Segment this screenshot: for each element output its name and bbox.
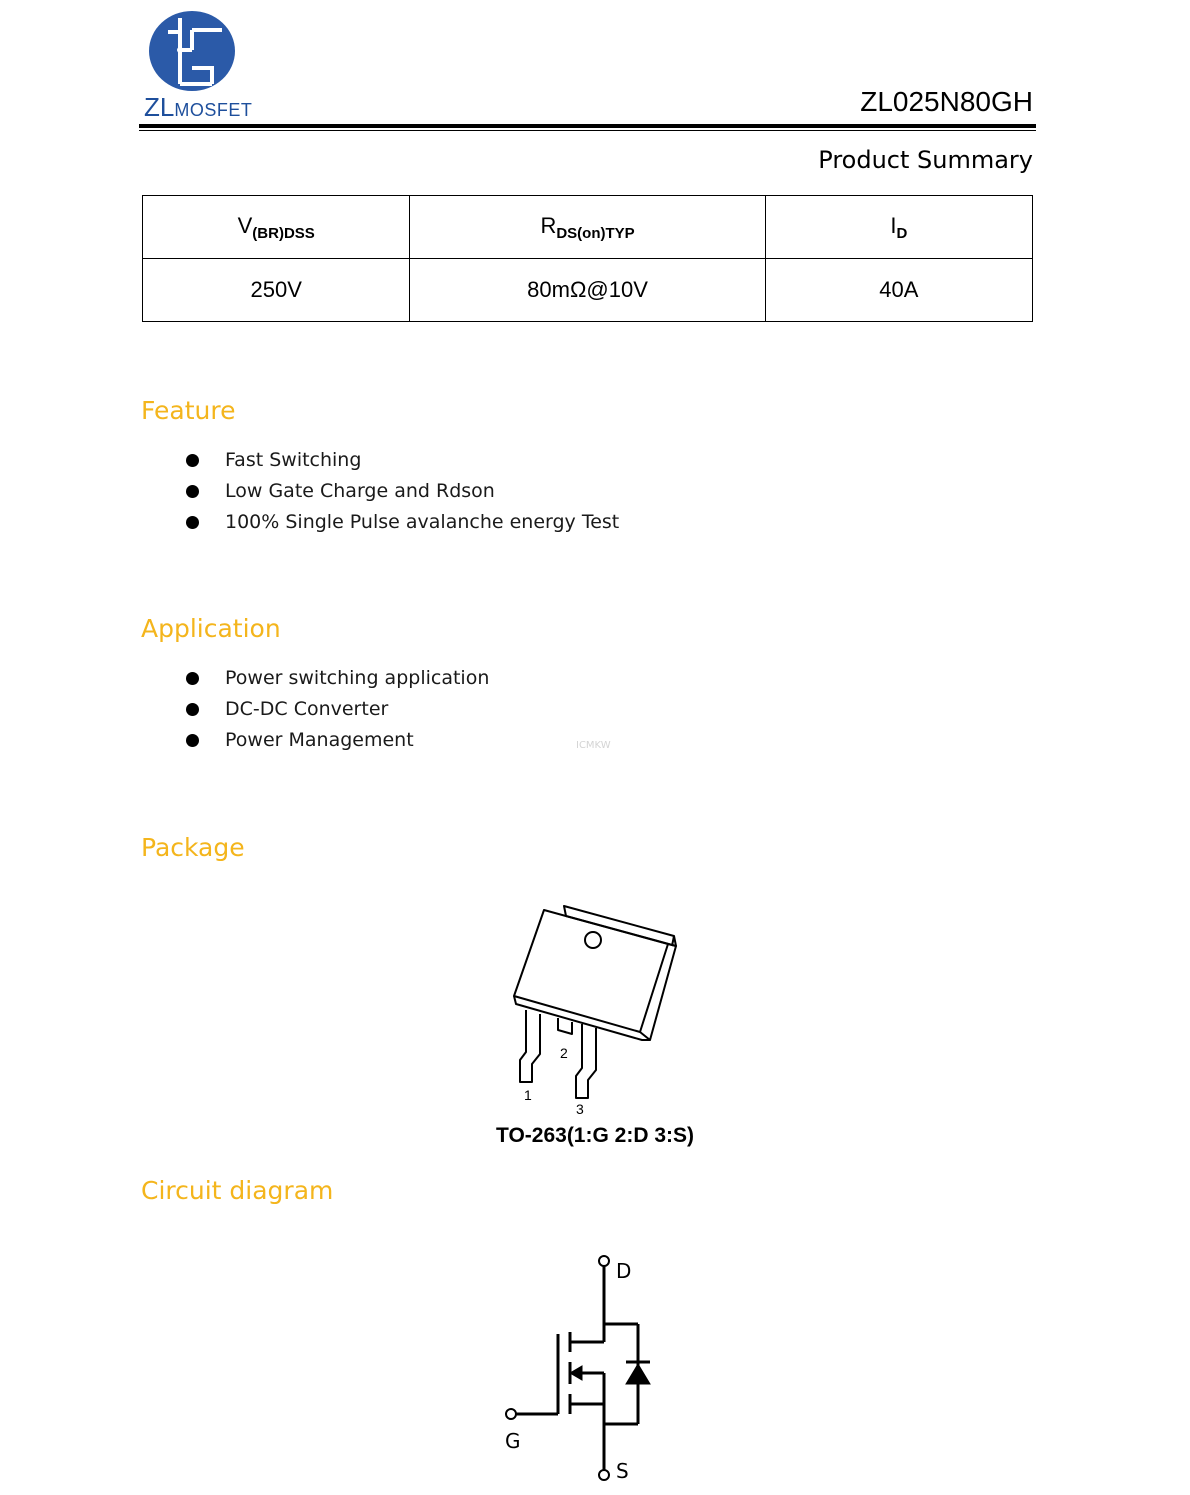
value-id: 40A bbox=[765, 259, 1032, 322]
application-list bbox=[184, 663, 489, 756]
watermark: ICMKW bbox=[576, 740, 611, 751]
list-item: Power switching application bbox=[184, 663, 489, 694]
feature-title: Feature bbox=[141, 396, 236, 425]
logo-text-small: MOSFET bbox=[174, 100, 253, 120]
pin-label-2: 2 bbox=[560, 1045, 568, 1061]
product-summary-title: Product Summary bbox=[818, 146, 1033, 174]
circuit-title: Circuit diagram bbox=[141, 1176, 334, 1205]
list-item: 100% Single Pulse avalanche energy Test bbox=[184, 507, 619, 538]
bullet-icon bbox=[186, 454, 199, 467]
pin-label-1: 1 bbox=[524, 1087, 532, 1103]
gate-label: G bbox=[505, 1429, 521, 1453]
list-item: Low Gate Charge and Rdson bbox=[184, 476, 619, 507]
bullet-icon bbox=[186, 516, 199, 529]
header-rule-thin bbox=[139, 130, 1036, 131]
list-item: DC-DC Converter bbox=[184, 694, 489, 725]
list-item: Fast Switching bbox=[184, 445, 619, 476]
list-item: Power Management bbox=[184, 725, 489, 756]
feature-list bbox=[184, 445, 619, 538]
summary-value-row bbox=[143, 259, 1033, 322]
value-vbrdss: 250V bbox=[143, 259, 410, 322]
mosfet-symbol-diagram bbox=[498, 1248, 668, 1488]
bullet-icon bbox=[186, 485, 199, 498]
pin-label-3: 3 bbox=[576, 1101, 584, 1117]
logo-mark-icon bbox=[148, 10, 236, 92]
bullet-icon bbox=[186, 734, 199, 747]
header-rdson: $R_{DS(on)TYP}$ bbox=[410, 196, 765, 259]
logo-wordmark bbox=[144, 92, 252, 123]
bullet-icon bbox=[186, 672, 199, 685]
part-number: ZL025N80GH bbox=[860, 86, 1033, 117]
package-title: Package bbox=[141, 833, 245, 862]
summary-header-row bbox=[143, 196, 1033, 259]
value-rdson: 80mΩ@10V bbox=[410, 259, 765, 322]
header-rule-thick bbox=[139, 124, 1036, 128]
source-label: S bbox=[616, 1459, 629, 1483]
application-title: Application bbox=[141, 614, 281, 643]
product-summary-table bbox=[142, 195, 1033, 322]
bullet-icon bbox=[186, 703, 199, 716]
drain-label: D bbox=[616, 1259, 632, 1283]
header-id: $I_D$ bbox=[765, 196, 1032, 259]
to263-package-drawing bbox=[496, 900, 696, 1120]
header-vbrdss: $V_{(BR)DSS}$ bbox=[143, 196, 410, 259]
logo-text-big: ZL bbox=[144, 92, 175, 122]
package-caption: TO-263(1:G 2:D 3:S) bbox=[496, 1124, 694, 1147]
